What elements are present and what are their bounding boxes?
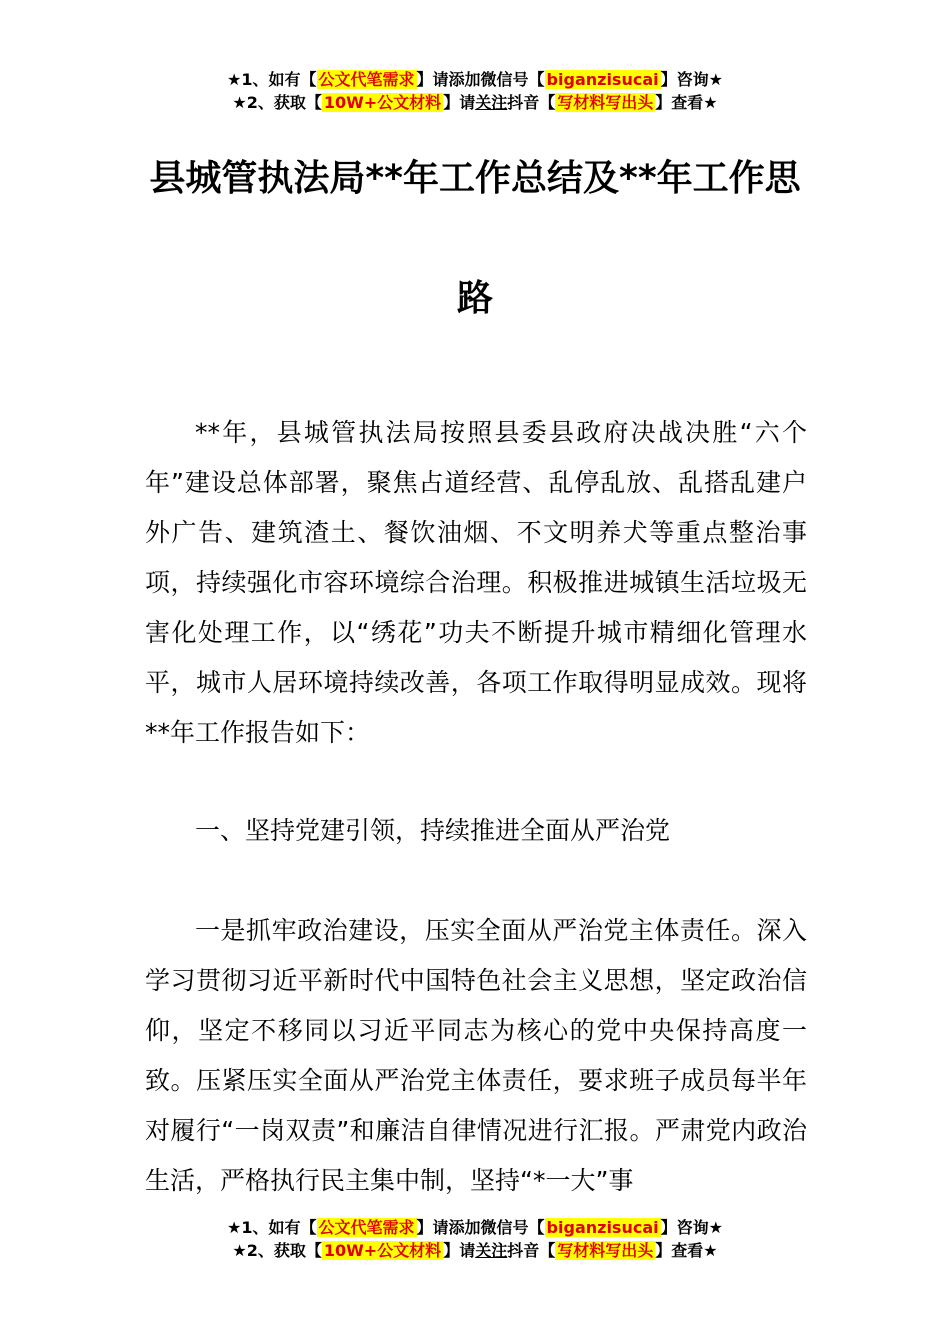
section-paragraph-text: 一是抓牢政治建设，压实全面从严治党主体责任。深入学习贯彻习近平新时代中国特色社会主义思想，坚定政治信仰，坚定不移同以习近平同志为核心的党中央保持高度一致。压紧压实全面从严治党主体责任，要求班子成员每半年对履行“一岗双责”和廉洁自律情况进行汇报。严肃党内政治生活，严格执行民主集中制，坚持“*一大”事 — [145, 916, 807, 1195]
banner-highlight: 10W+公文材料 — [323, 1241, 442, 1260]
banner-text: 抖音【 — [507, 1241, 556, 1260]
banner-highlight: biganzisucai — [546, 70, 659, 89]
banner-text: 】请 — [443, 1241, 476, 1260]
banner-underlined-text: 关注 — [475, 1241, 508, 1260]
banner-text: 】咨询★ — [660, 70, 723, 89]
banner-text: 】咨询★ — [660, 1218, 723, 1237]
banner-text: 】查看★ — [655, 1241, 718, 1260]
banner-highlight: 公文代笔需求 — [318, 1218, 415, 1237]
banner-line-2 — [0, 1240, 950, 1263]
banner-text: 】请添加微信号【 — [416, 1218, 545, 1237]
banner-highlight: 写材料写出头 — [557, 1241, 654, 1260]
banner-highlight: 写材料写出头 — [557, 93, 654, 112]
section-paragraph — [145, 906, 807, 1206]
banner-highlight: 公文代笔需求 — [318, 70, 415, 89]
section-heading-text: 一、坚持党建引领，持续推进全面从严治党 — [195, 816, 671, 845]
banner-line-2 — [0, 92, 950, 115]
banner-highlight: 10W+公文材料 — [323, 93, 442, 112]
banner-text: 】请添加微信号【 — [416, 70, 545, 89]
banner-text: ★2、获取【 — [232, 1241, 322, 1260]
banner-text: 】请 — [443, 93, 476, 112]
banner-underlined-text: 关注 — [475, 93, 508, 112]
banner-text: 】查看★ — [655, 93, 718, 112]
banner-text: ★1、如有【 — [227, 1218, 317, 1237]
banner-line-1 — [0, 1217, 950, 1240]
banner-highlight: biganzisucai — [546, 1218, 659, 1237]
intro-paragraph — [145, 408, 807, 758]
top-banner — [0, 69, 950, 115]
intro-text: **年，县城管执法局按照县委县政府决战决胜“六个年”建设总体部署，聚焦占道经营、乱停乱放、乱搭乱建户外广告、建筑渣土、餐饮油烟、不文明养犬等重点整治事项，持续强化市容环境综合治理。积极推进城镇生活垃圾无害化处理工作，以“绣花”功夫不断提升城市精细化管理水平，城市人居环境持续改善，各项工作取得明显成效。现将**年工作报告如下： — [145, 418, 807, 747]
document-title-line-1: 县城管执法局**年工作总结及**年工作思 — [149, 158, 801, 199]
banner-text: 抖音【 — [507, 93, 556, 112]
banner-text: ★2、获取【 — [232, 93, 322, 112]
document-title-line-2: 路 — [456, 278, 493, 319]
section-heading — [145, 806, 807, 856]
banner-text: ★1、如有【 — [227, 70, 317, 89]
banner-line-1 — [0, 69, 950, 92]
bottom-banner — [0, 1217, 950, 1263]
